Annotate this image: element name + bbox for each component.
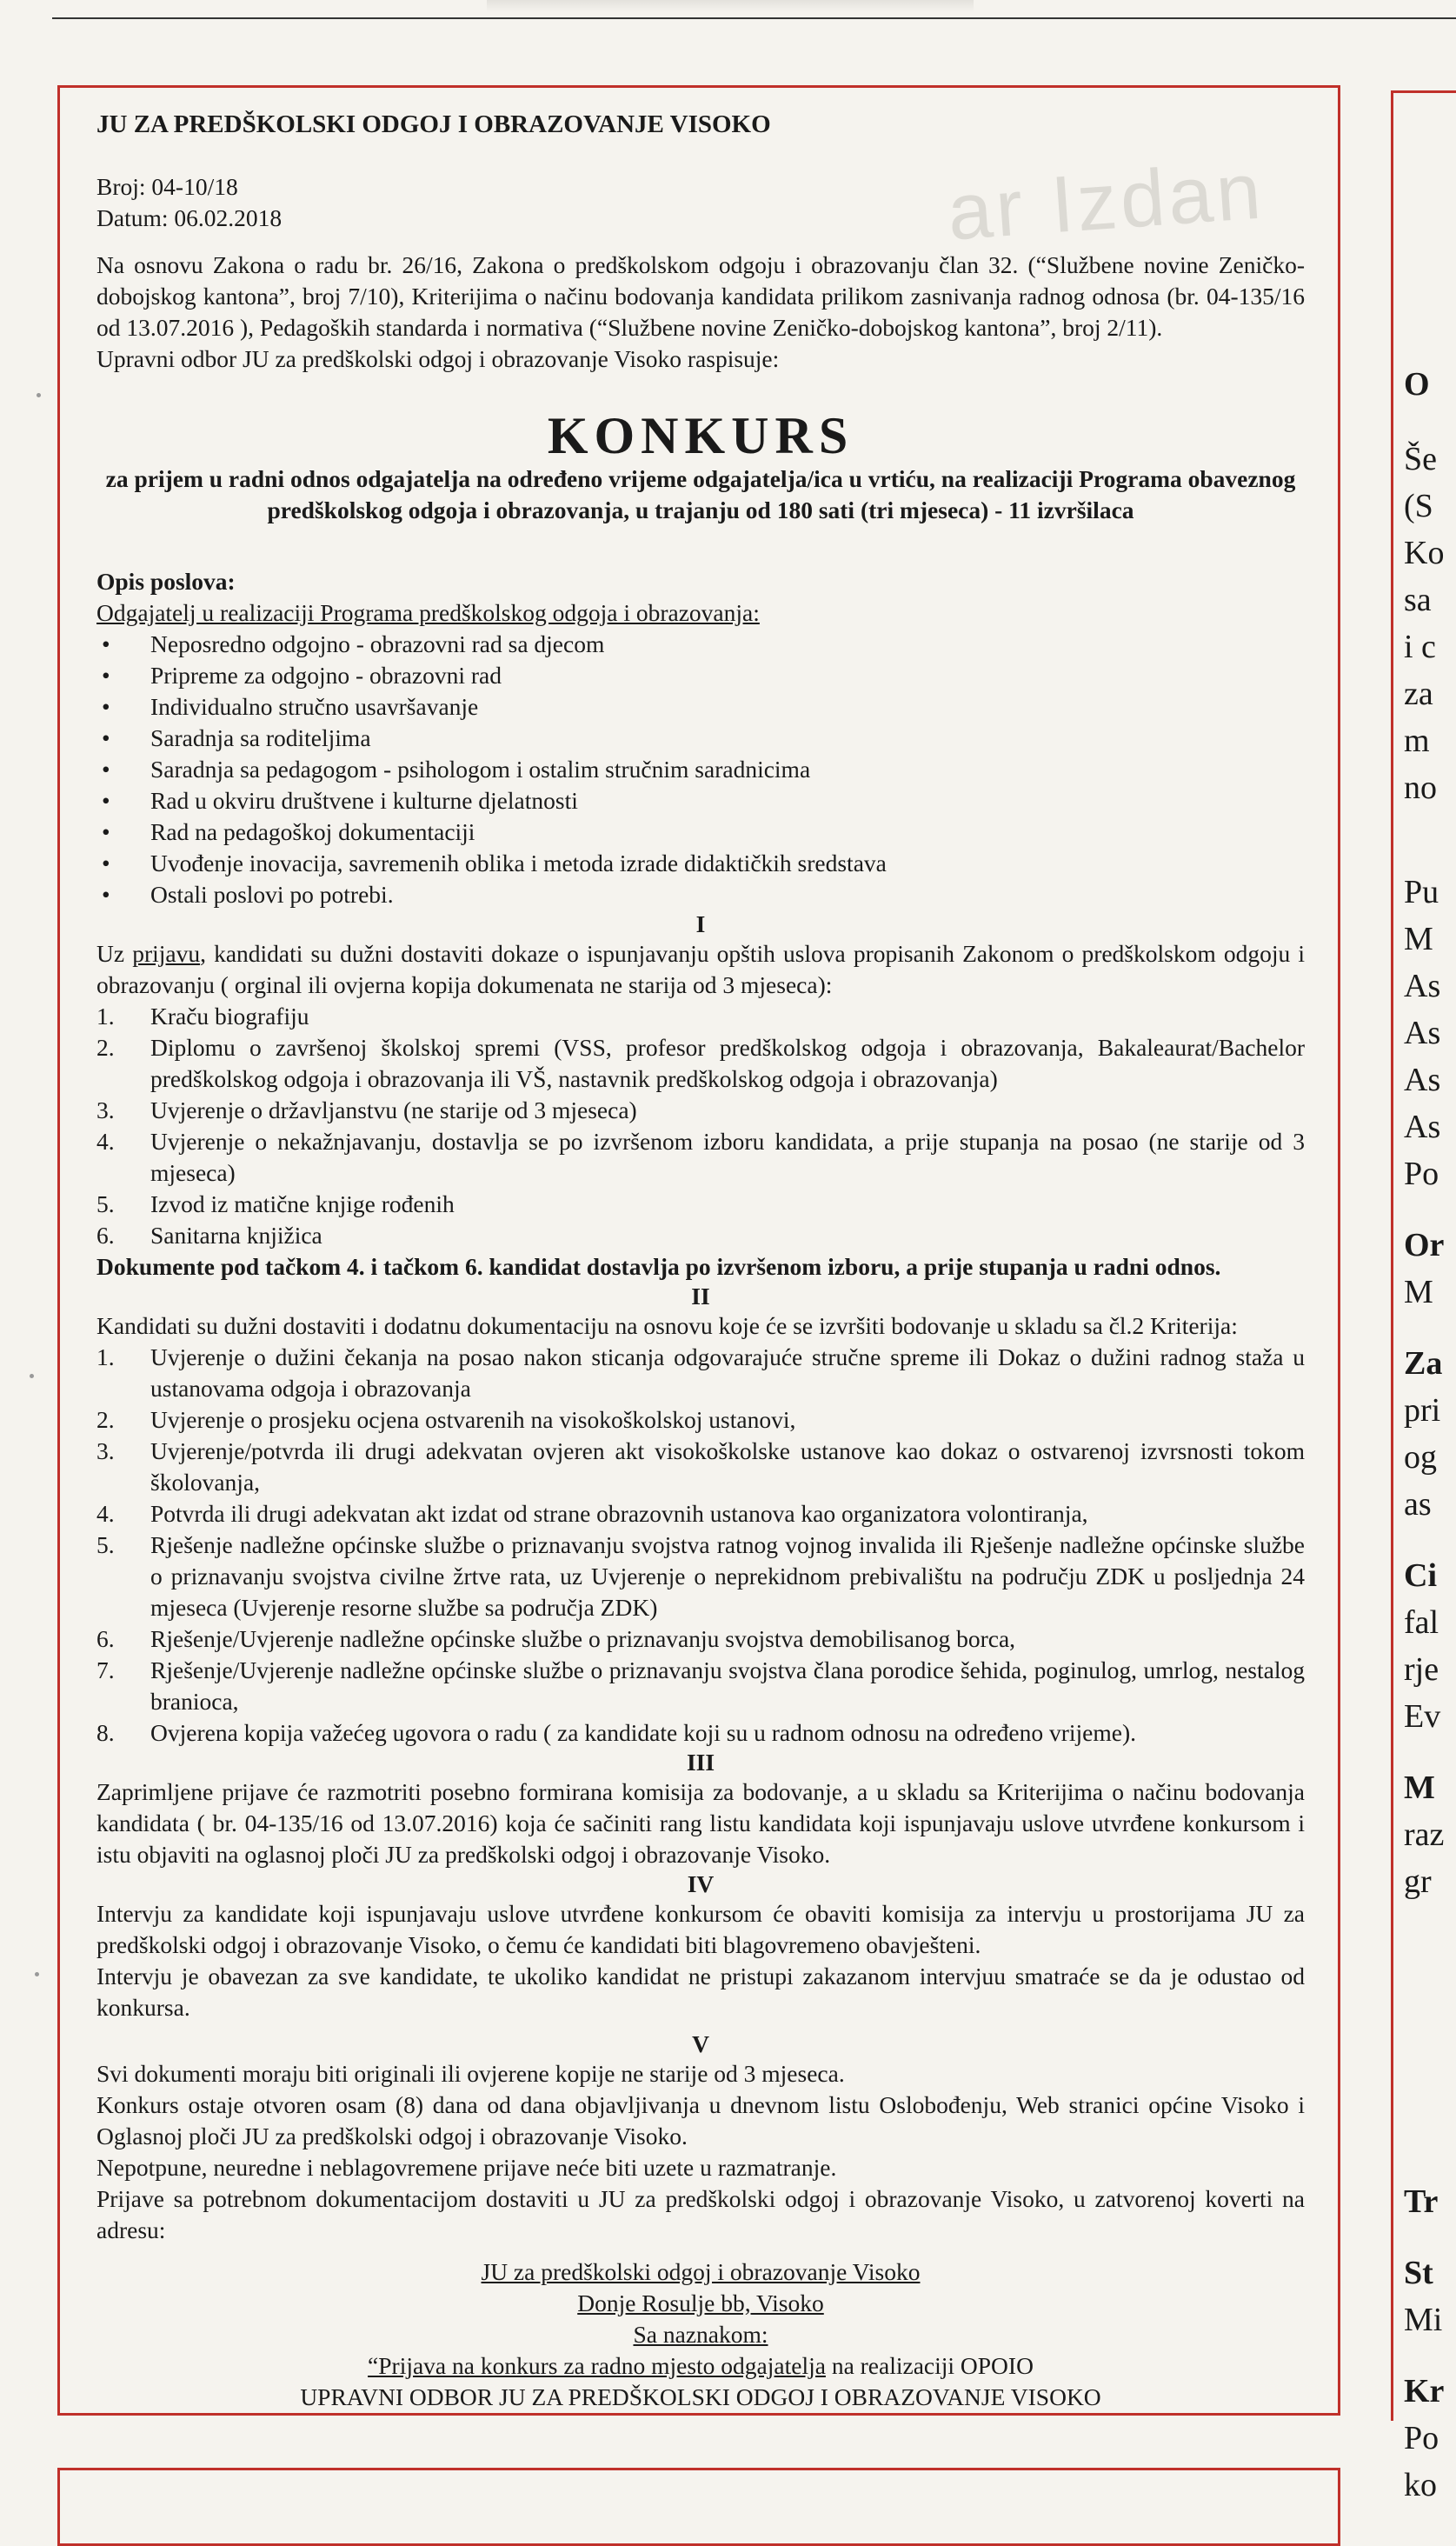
item-number: 8. <box>96 1719 115 1746</box>
clipped-text: (S <box>1404 488 1433 524</box>
list-item <box>96 1530 1305 1623</box>
item-number: 2. <box>96 1034 115 1061</box>
clipped-text: Po <box>1404 2420 1439 2456</box>
item-number: 5. <box>96 1190 115 1217</box>
list-item <box>96 1095 1305 1126</box>
institution-heading: JU ZA PREDŠKOLSKI ODGOJ I OBRAZOVANJE VISOKO <box>96 110 771 138</box>
section-5-line: Nepotpune, neuredne i neblagovremene prijave neće biti uzete u razmatranje. <box>96 2154 837 2181</box>
job-description-subheading: Odgajatelj u realizaciji Programa predškolskog odgoja i obrazovanja: <box>96 599 760 626</box>
item-text: Rješenje/Uvjerenje nadležne općinske službe o priznavanju svojstva člana porodice šehida, poginulog, umrlog, nestalog branioca, <box>150 1656 1305 1715</box>
clipped-text: As <box>1404 1109 1441 1145</box>
section-numeral: V <box>692 2030 709 2057</box>
document-meta <box>96 171 1305 234</box>
item-text: Rješenje nadležne općinske službe o priznavanju svojstva ratnog vojnog invalida ili Rješenje nadležne općinske službe o priznavanju svojstva civilne žrtve rata, uz Uvjerenje o neprekidnom prebivalištu na području ZDK u posljednja 24 mjeseca (Uvjerenje resorne službe sa područja ZDK) <box>150 1531 1305 1621</box>
address-note-rest: na realizaciji OPOIO <box>825 2352 1034 2379</box>
section-5-line: Svi dokumenti moraju biti originali ili ovjerene kopije ne starije od 3 mjeseca. <box>96 2060 845 2087</box>
clipped-text: Po <box>1404 1156 1439 1192</box>
list-item <box>96 1436 1305 1498</box>
clipped-text: As <box>1404 1015 1441 1051</box>
section-4-text: Intervju je obavezan za sve kandidate, te ukoliko kandidat ne pristupi zakazanom intervjuu smatraće se da je odustao od konkursa. <box>96 1963 1305 2021</box>
item-number: 6. <box>96 1625 115 1652</box>
clipped-text: M <box>1404 1274 1433 1310</box>
address-street: Donje Rosulje bb, Visoko <box>577 2289 824 2316</box>
list-item: • Ostali poslovi po potrebi. <box>96 879 1305 910</box>
clipped-text: Tr <box>1404 2183 1439 2220</box>
item-number: 3. <box>96 1096 115 1123</box>
item-text: Potvrda ili drugi adekvatan akt izdat od strane obrazovnih ustanova kao organizatora volontiranja, <box>150 1500 1088 1527</box>
intro-text: , kandidati su dužni dostaviti dokaze o ispunjavanju opštih uslova propisanih Zakonom o predškolskom odgoju i obrazovanju ( orginal ili ovjerna kopija dokumenata ne starija od 3 mjeseca): <box>96 940 1305 998</box>
intro-text: Uz <box>96 940 133 967</box>
section-numeral: IV <box>687 1870 715 1897</box>
job-description-heading: Opis poslova: <box>96 568 236 595</box>
address-note-underlined: “Prijava na konkurs za radno mjesto odgajatelja <box>368 2352 826 2379</box>
list-item: • Neposredno odgojno - obrazovni rad sa djecom <box>96 629 1305 660</box>
duties-list <box>96 629 1305 910</box>
additional-documents-list <box>96 1342 1305 1749</box>
item-text: Uvjerenje o nekažnjavanju, dostavlja se po izvršenom izboru kandidata, a prije stupanja na posao (ne starije od 3 mjeseca) <box>150 1128 1305 1186</box>
bleed-through-text: ar Izdan <box>944 146 1267 257</box>
clipped-text: O <box>1404 366 1430 403</box>
item-text: Diplomu o završenoj školskoj spremi (VSS, profesor predškolskog odgoja i obrazovanja, Bakaleaurat/Bachelor predškolskog odgoja i obrazovanja ili VŠ, nastavnik predškolskog odgoja i obrazovanja) <box>150 1034 1305 1092</box>
list-item <box>96 1001 1305 1032</box>
item-text: Ovjerena kopija važećeg ugovora o radu ( za kandidate koji su u radnom odnosu na određeno vrijeme). <box>150 1719 1136 1746</box>
clipped-text: Ko <box>1404 535 1445 571</box>
clipped-text: St <box>1404 2255 1433 2291</box>
item-number: 1. <box>96 1003 115 1030</box>
clipped-text: Za <box>1404 1345 1443 1382</box>
clipped-text: Or <box>1404 1227 1445 1263</box>
paper-speck <box>35 1972 39 1976</box>
list-item <box>96 1404 1305 1436</box>
clipped-text: pri <box>1404 1392 1441 1429</box>
list-item <box>96 1189 1305 1220</box>
address-line <box>96 2350 1305 2382</box>
list-item: • Individualno stručno usavršavanje <box>96 691 1305 723</box>
section-1-intro <box>96 938 1305 1001</box>
clipped-text: Ev <box>1404 1698 1441 1735</box>
notice-subtitle: za prijem u radni odnos odgajatelja na određeno vrijeme odgajatelja/ica u vrtiću, na realizaciji Programa obaveznog predškolskog odgoja i obrazovanja, u trajanju od 180 sati (tri mjeseca) - 11 izvršilaca <box>105 465 1296 523</box>
section-5-line: Prijave sa potrebnom dokumentacijom dostaviti u JU za predškolski odgoj i obrazovanje Visoko, u zatvorenoj koverti na adresu: <box>96 2185 1305 2243</box>
clipped-text: Ci <box>1404 1557 1437 1594</box>
section-3-text: Zaprimljene prijave će razmotriti posebno formirana komisija za bodovanje, a u skladu sa Kriterijima o načinu bodovanja kandidata ( br. 04-135/16 od 13.07.2016) koja će sačiniti rang listu kandidata koji ispunjavaju uslove utvrđene konkursom i istu objaviti na oglasnoj ploči JU za predškolski odgoj i obrazovanje Visoko. <box>96 1778 1305 1868</box>
clipped-text: Pu <box>1404 874 1439 910</box>
list-item <box>96 1032 1305 1095</box>
list-item: • Rad u okviru društvene i kulturne djelatnosti <box>96 785 1305 816</box>
clipped-text: m <box>1404 723 1430 759</box>
list-item <box>96 1220 1305 1251</box>
section-2-intro: Kandidati su dužni dostaviti i dodatnu dokumentaciju na osnovu koje će se izvršiti bodovanje u skladu sa čl.2 Kriterija: <box>96 1312 1238 1339</box>
item-number: 5. <box>96 1531 115 1558</box>
page-header-strip <box>487 0 974 12</box>
required-documents-list <box>96 1001 1305 1251</box>
item-text: Kraču biografiju <box>150 1003 309 1030</box>
item-text: Sanitarna knjižica <box>150 1222 322 1249</box>
item-number: 4. <box>96 1128 115 1155</box>
clipped-text: sa <box>1404 582 1432 618</box>
list-item: • Saradnja sa roditeljima <box>96 723 1305 754</box>
address-note-label: Sa naznakom: <box>633 2321 768 2348</box>
item-text: Uvjerenje o dužini čekanja na posao nakon sticanja odgovarajuće stručne spreme ili Dokaz o dužini radnog staža u ustanovama odgoja i obrazovanja <box>150 1343 1305 1402</box>
address-line <box>96 2256 1305 2288</box>
item-text: Uvjerenje o državljanstvu (ne starije od 3 mjeseca) <box>150 1096 637 1123</box>
clipped-text: rje <box>1404 1651 1439 1688</box>
section-4-text: Intervju za kandidate koji ispunjavaju uslove utvrđene konkursom će obaviti komisija za intervju u prostorijama JU za predškolski odgoj i obrazovanje Visoko, o čemu će kandidati biti blagovremeno obavješteni. <box>96 1900 1305 1958</box>
clipped-text: gr <box>1404 1863 1432 1900</box>
list-item <box>96 1126 1305 1189</box>
clipped-text: ko <box>1404 2467 1437 2503</box>
paper-speck <box>30 1374 34 1378</box>
clipped-text: M <box>1404 1770 1435 1806</box>
clipped-text: Kr <box>1404 2373 1445 2409</box>
list-item <box>96 1342 1305 1404</box>
section-numeral: II <box>691 1283 710 1310</box>
address-board: UPRAVNI ODBOR JU ZA PREDŠKOLSKI ODGOJ I OBRAZOVANJE VISOKO <box>300 2383 1101 2410</box>
item-text: Izvod iz matične knjige rođenih <box>150 1190 455 1217</box>
list-item <box>96 1623 1305 1655</box>
list-item: • Pripreme za odgojno - obrazovni rad <box>96 660 1305 691</box>
list-item: • Saradnja sa pedagogom - psihologom i ostalim stručnim saradnicima <box>96 754 1305 785</box>
clipped-text: fal <box>1404 1604 1439 1641</box>
legal-basis-paragraph: Na osnovu Zakona o radu br. 26/16, Zakona o predškolskom odgoju i obrazovanju član 32. (“Službene novine Zeničko-dobojskog kantona”, broj 7/10), Kriterijima o načinu bodovanja kandidata prilikom zasnivanja radnog odnosa (br. 04-135/16 od 13.07.2016 ), Pedagoških standarda i normativa (“Službene novine Zeničko-dobojskog kantona”, broj 2/11). <box>96 251 1305 341</box>
paper-speck <box>37 393 41 397</box>
item-text: Rješenje/Uvjerenje nadležne općinske službe o priznavanju svojstva demobilisanog borca, <box>150 1625 1016 1652</box>
item-number: 1. <box>96 1343 115 1370</box>
item-text: Uvjerenje o prosjeku ocjena ostvarenih na visokoškolskoj ustanovi, <box>150 1406 796 1433</box>
clipped-text: Mi <box>1404 2302 1443 2338</box>
section-5-line: Konkurs ostaje otvoren osam (8) dana od dana objavljivanja u dnevnom listu Oslobođenju, Web stranici općine Visoko i Oglasnoj ploči JU za predškolski odgoj i obrazovanje Visoko. <box>96 2091 1305 2149</box>
item-number: 6. <box>96 1222 115 1249</box>
clipped-text: og <box>1404 1439 1437 1476</box>
clipped-text: M <box>1404 921 1433 957</box>
clipped-text: raz <box>1404 1816 1445 1853</box>
item-number: 4. <box>96 1500 115 1527</box>
document-number: Broj: 04-10/18 <box>96 173 238 200</box>
address-institution: JU za predškolski odgoj i obrazovanje Visoko <box>481 2258 921 2285</box>
address-line <box>96 2288 1305 2319</box>
clipped-text: i c <box>1404 629 1436 665</box>
list-item: • Uvođenje inovacija, savremenih oblika i metoda izrade didaktičkih sredstava <box>96 848 1305 879</box>
section-numeral: I <box>695 910 706 937</box>
clipped-text: As <box>1404 968 1441 1004</box>
clipped-text: As <box>1404 1062 1441 1098</box>
item-number: 2. <box>96 1406 115 1433</box>
top-divider <box>52 17 1456 19</box>
clipped-text: as <box>1404 1486 1432 1523</box>
board-announcement: Upravni odbor JU za predškolski odgoj i obrazovanje Visoko raspisuje: <box>96 345 780 372</box>
clipped-text: za <box>1404 676 1433 712</box>
notice-title: KONKURS <box>547 407 854 464</box>
mailing-address <box>96 2256 1305 2413</box>
section-numeral: III <box>686 1749 715 1776</box>
item-text: Uvjerenje/potvrda ili drugi adekvatan ovjeren akt visokoškolske ustanove kao dokaz o ostvarenoj izvrsnosti tokom školovanja, <box>150 1437 1305 1496</box>
section-1-note: Dokumente pod tačkom 4. i tačkom 6. kandidat dostavlja po izvršenom izboru, a prije stupanja u radni odnos. <box>96 1253 1221 1280</box>
job-notice <box>57 85 1340 2416</box>
next-notice-frame <box>57 2468 1340 2546</box>
item-number: 7. <box>96 1656 115 1683</box>
clipped-text: no <box>1404 770 1437 806</box>
address-line <box>96 2319 1305 2350</box>
clipped-text: Še <box>1404 441 1437 477</box>
intro-underlined: prijavu <box>132 940 201 967</box>
list-item <box>96 1498 1305 1530</box>
list-item <box>96 1717 1305 1749</box>
list-item <box>96 1655 1305 1717</box>
document-date: Datum: 06.02.2018 <box>96 204 283 231</box>
list-item: • Rad na pedagoškoj dokumentaciji <box>96 816 1305 848</box>
item-number: 3. <box>96 1437 115 1464</box>
